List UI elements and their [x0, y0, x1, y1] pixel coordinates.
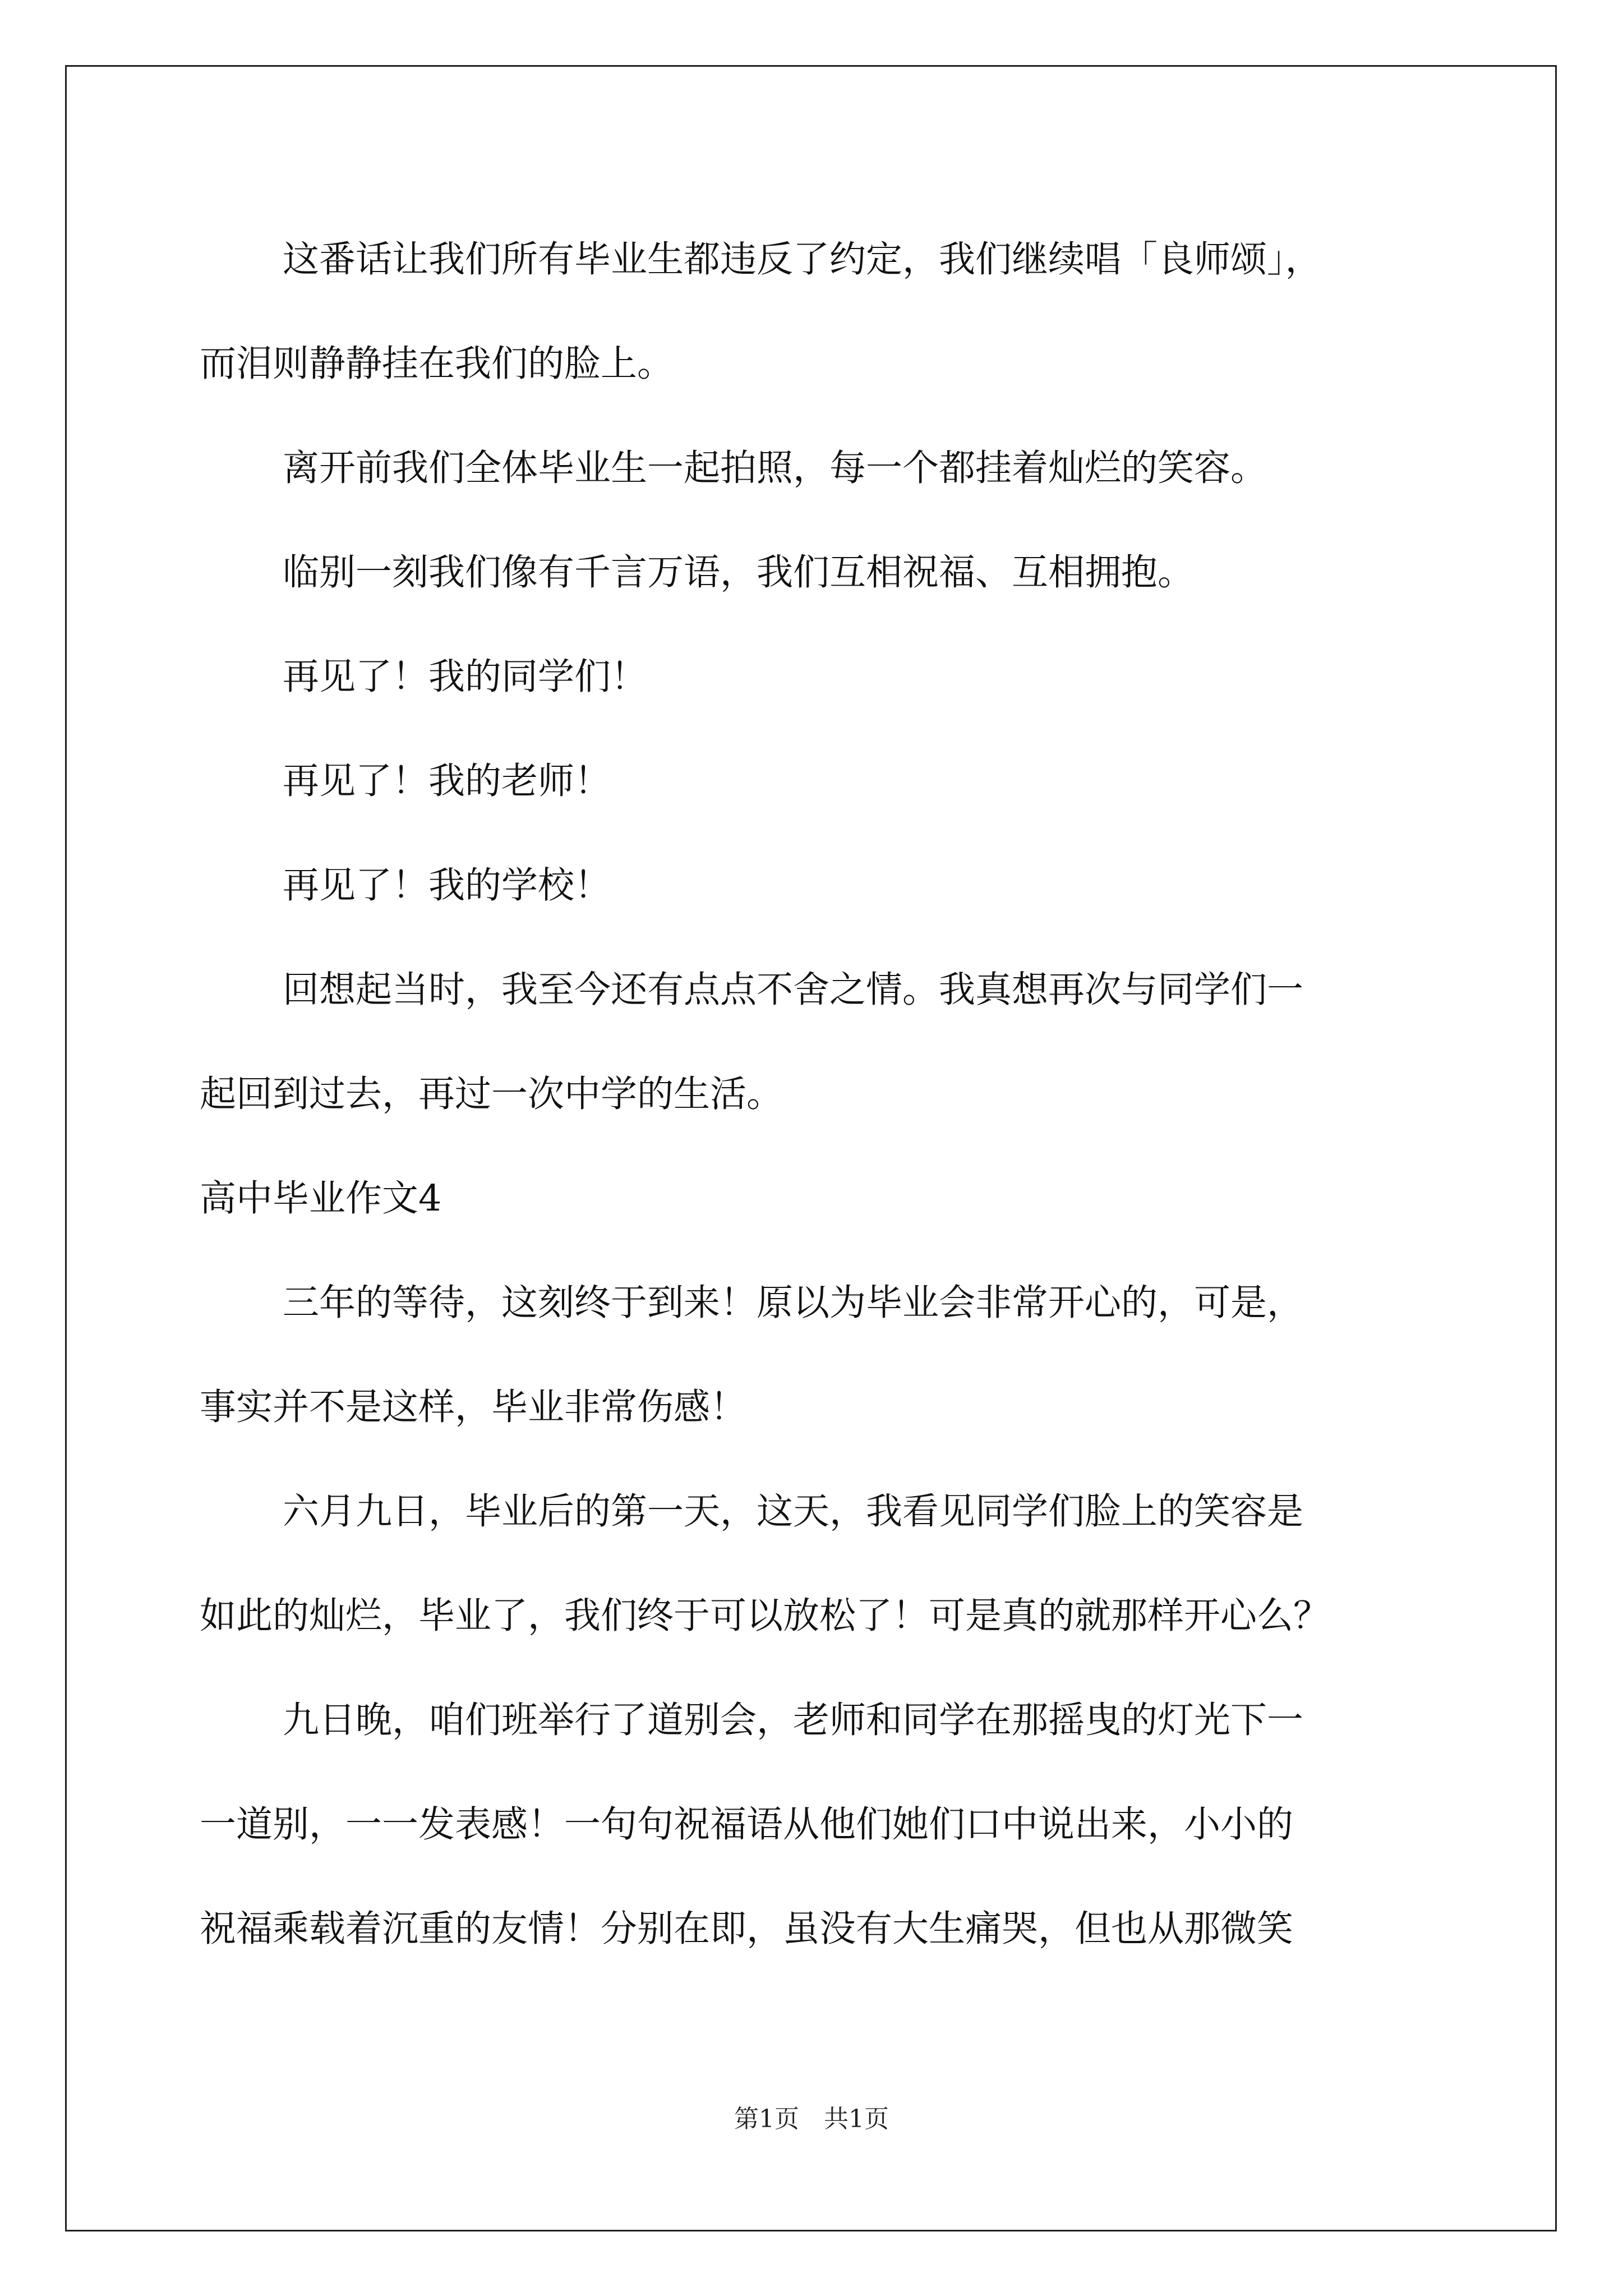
- paragraph-line: 再见了！我的老师！: [283, 760, 611, 802]
- paragraph-line: 再见了！我的同学们！: [283, 656, 648, 698]
- page-footer: [0, 2102, 1623, 2136]
- paragraph-line: 事实并不是这样，毕业非常伤感！: [200, 1386, 747, 1428]
- paragraph-line: 这番话让我们所有毕业生都违反了约定，我们继续唱「良师颂」，: [283, 238, 1322, 280]
- page-total: 共1页: [824, 2105, 889, 2133]
- paragraph-line: 再见了！我的学校！: [283, 864, 611, 907]
- paragraph-line: 回想起当时，我至今还有点点不舍之情。我真想再次与同学们一: [283, 969, 1304, 1011]
- paragraph-line: 三年的等待，这刻终于到来！原以为毕业会非常开心的，可是，: [283, 1282, 1304, 1324]
- paragraph-line: 祝福乘载着沉重的友情！分别在即，虽没有大生痛哭，但也从那微笑: [200, 1908, 1294, 1950]
- paragraph-line: 临别一刻我们像有千言万语，我们互相祝福、互相拥抱。: [283, 551, 1195, 593]
- section-heading: 高中毕业作文4: [200, 1177, 442, 1220]
- page-number: 第1页: [734, 2105, 799, 2133]
- paragraph-line: 九日晚，咱们班举行了道别会，老师和同学在那摇曳的灯光下一: [283, 1699, 1304, 1741]
- paragraph-line: 六月九日，毕业后的第一天，这天，我看见同学们脸上的笑容是: [283, 1490, 1304, 1533]
- paragraph-line: 如此的灿烂，毕业了，我们终于可以放松了！可是真的就那样开心么？: [200, 1595, 1330, 1637]
- paragraph-line: 而泪则静静挂在我们的脸上。: [200, 343, 674, 385]
- paragraph-line: 起回到过去，再过一次中学的生活。: [200, 1073, 783, 1115]
- paragraph-line: 离开前我们全体毕业生一起拍照，每一个都挂着灿烂的笑容。: [283, 447, 1267, 489]
- document-body: [200, 208, 1447, 1981]
- paragraph-line: 一道别，一一发表感！一句句祝福语从他们她们口中说出来，小小的: [200, 1803, 1294, 1846]
